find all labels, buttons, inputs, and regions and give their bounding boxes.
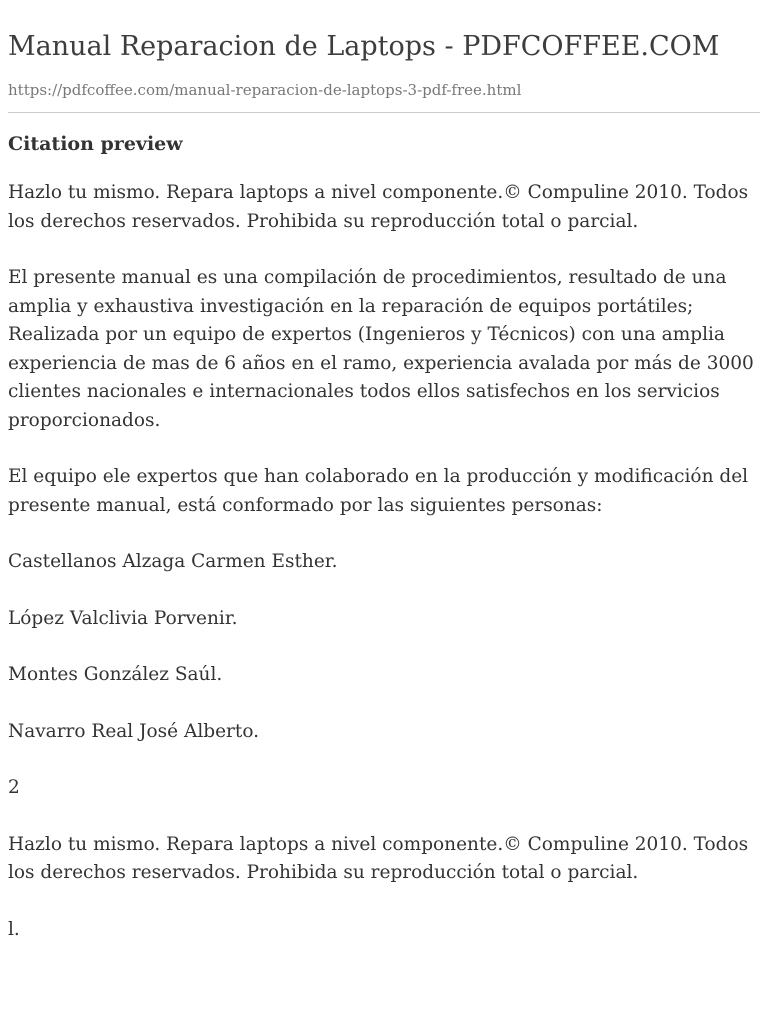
- header-divider: [8, 112, 760, 113]
- list-marker: l.: [8, 918, 20, 940]
- citation-preview-heading: Citation preview: [8, 133, 183, 155]
- team-member: López Valclivia Porvenir.: [8, 607, 238, 629]
- team-member: Navarro Real José Alberto.: [8, 720, 260, 742]
- team-member: Montes González Saúl.: [8, 664, 223, 685]
- team-member: Castellanos Alzaga Carmen Esther.: [8, 551, 338, 572]
- page-title: Manual Reparacion de Laptops - PDFCOFFEE.COM: [8, 31, 720, 62]
- paragraph-intro: El presente manual es una compilación de procedimientos, resultado de una amplia y exhaustiva investigación en la reparación de equipos portátiles; Realizada por un equipo de expertos (Ingenieros y Técnicos) con una amplia experiencia de mas de 6 años en el ramo, experiencia avalada por más de 3000 clientes nacionales e internacionales todos ellos satisfechos en los servicios proporcionados.: [8, 267, 754, 431]
- paragraph-team: El equipo ele expertos que han colaborado en la producción y modificación del presente manual, está conformado por las siguientes personas:: [8, 466, 749, 516]
- paragraph-copyright-repeat: Hazlo tu mismo. Repara laptops a nivel componente.© Compuline 2010. Todos los derechos reservados. Prohibida su reproducción total o parcial.: [8, 833, 749, 883]
- paragraph-copyright: Hazlo tu mismo. Repara laptops a nivel componente.© Compuline 2010. Todos los derechos reservados. Prohibida su reproducción total o parcial.: [8, 182, 749, 232]
- source-url-link[interactable]: https://pdfcoffee.com/manual-reparacion-de-laptops-3-pdf-free.html: [8, 81, 522, 99]
- document-content: [8, 179, 760, 944]
- page-number: 2: [8, 777, 20, 798]
